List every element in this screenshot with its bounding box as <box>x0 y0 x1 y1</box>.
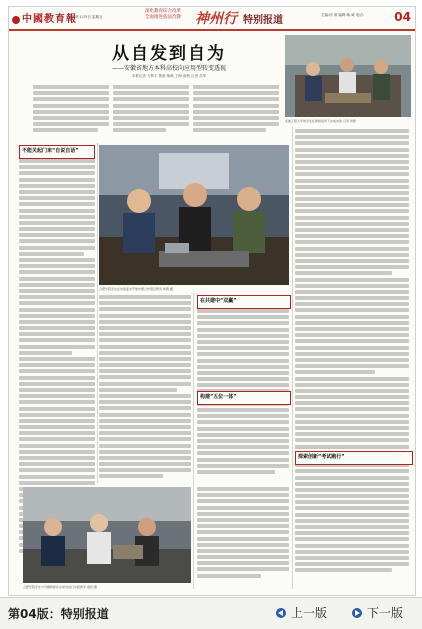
main-photo[interactable] <box>99 145 289 285</box>
article-subtitle: ——安徽省地方本科高校向应用型转变透视 <box>111 65 226 72</box>
right-column-text <box>295 129 409 591</box>
page-header <box>9 7 415 31</box>
banner-slogan: 深化教育综合改革 全面推进依法治教 <box>145 9 181 20</box>
page-number: 04 <box>394 10 411 24</box>
bottom-photo[interactable] <box>23 487 191 583</box>
bottom-middle-text <box>197 487 289 591</box>
section-head-3: 构建“五位一体” <box>200 394 237 400</box>
middle-text-col-1 <box>99 295 191 485</box>
edition-label: 第04版：特别报道 <box>8 607 109 621</box>
section-head-4: 探索创新“考试跑行” <box>298 454 345 460</box>
article-byline: 本报记者 方梦宇 焦新 柴葳 王海 俞秋 记者 苏军 <box>131 74 207 78</box>
next-page-label: 下一版 <box>367 606 404 620</box>
main-photo-image <box>99 145 289 285</box>
arrow-left-icon <box>276 608 286 618</box>
intro-text-col-3 <box>193 85 279 141</box>
intro-text-col-2 <box>113 85 189 141</box>
editor-info: 主编:何 涛 编辑:柴 葳 电话: <box>321 13 364 17</box>
section-head-box-2 <box>197 295 291 309</box>
newspaper-page <box>8 6 416 596</box>
side-photo[interactable] <box>285 35 411 117</box>
section-head-box-4 <box>295 451 413 465</box>
column-divider <box>193 293 194 589</box>
section-head-box-1 <box>19 145 95 159</box>
bottom-photo-caption: 合肥学院学生与外籍教师在车间内进行实践教学 俞秋 摄 <box>23 585 97 589</box>
article-title: 从自发到自为 <box>112 44 226 64</box>
side-photo-caption: 安徽工程大学的学生在教师指导下完成实验 记者 供图 <box>285 119 356 123</box>
prev-page-label: 上一版 <box>291 606 328 620</box>
bottom-photo-image <box>23 487 191 583</box>
page-footer <box>0 597 422 629</box>
section-head-box-3 <box>197 391 291 405</box>
arrow-right-icon <box>352 608 362 618</box>
prev-page-button[interactable] <box>276 604 327 621</box>
column-divider <box>292 127 293 589</box>
column-title: 特别报道 <box>243 15 283 26</box>
side-photo-image <box>285 35 411 117</box>
next-page-button[interactable] <box>352 604 403 621</box>
column-brand: 神州行 <box>195 11 237 27</box>
section-head-1: 不能关起门来“自说自话” <box>22 148 79 154</box>
newspaper-logo: 中國教育報 <box>12 10 77 25</box>
main-photo-caption: 合肥学院学生在实验室中开展中德合作项目研究 柴葳 摄 <box>99 287 173 291</box>
column-divider <box>97 143 98 483</box>
logo-emblem-icon <box>12 16 20 24</box>
intro-text-col-1 <box>33 85 109 141</box>
issue-date: 2018年1月5日 星期五 <box>67 15 103 19</box>
section-head-2: 在共建中“双赢” <box>200 298 237 304</box>
